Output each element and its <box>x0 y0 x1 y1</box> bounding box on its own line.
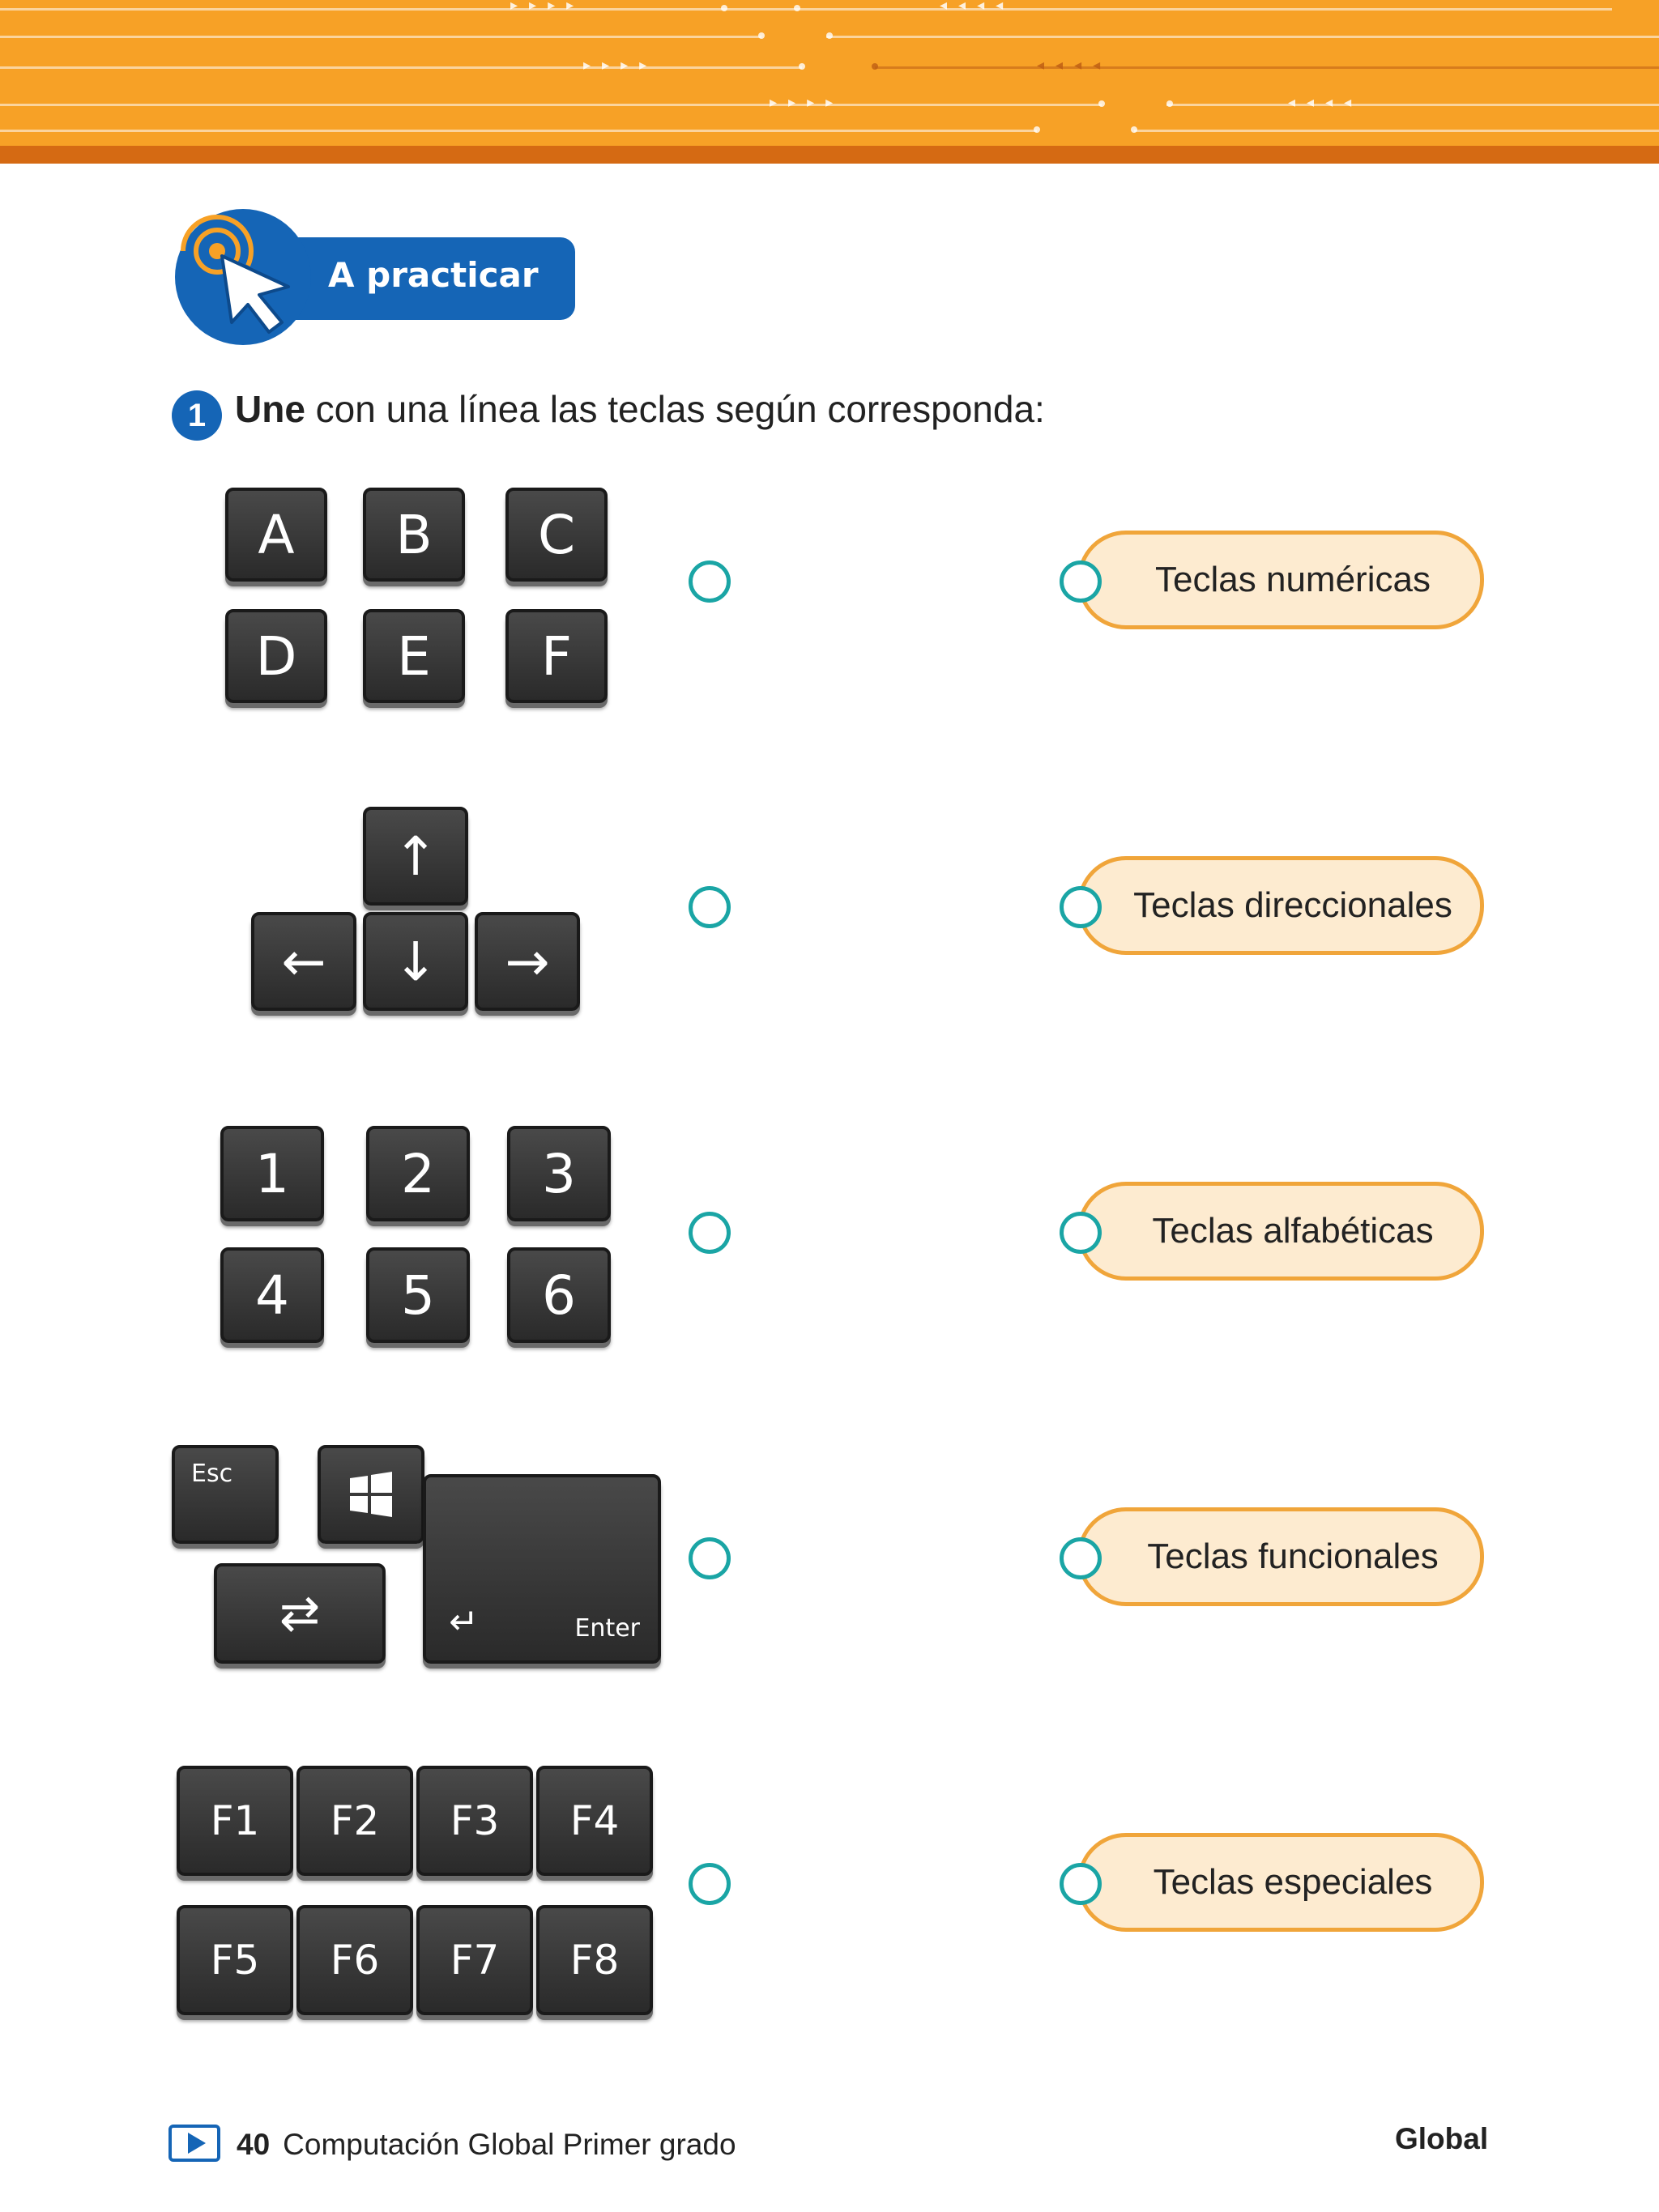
connector-left-4[interactable] <box>689 1537 731 1579</box>
connector-left-3[interactable] <box>689 1212 731 1254</box>
connector-right-2[interactable] <box>1060 886 1102 928</box>
key-c: C <box>505 488 608 582</box>
label-directional: Teclas direccionales <box>1077 856 1484 955</box>
cursor-badge-icon <box>175 209 311 345</box>
enter-arrow-icon: ↵ <box>449 1601 479 1643</box>
label-numeric: Teclas numéricas <box>1077 531 1484 629</box>
key-3: 3 <box>507 1126 611 1221</box>
brand-name: Global <box>1395 2122 1489 2155</box>
instruction-bold: Une <box>235 388 305 430</box>
key-esc: Esc <box>172 1445 279 1544</box>
key-tab: ⇄ <box>214 1563 386 1664</box>
key-arrow-down: ↓ <box>363 912 468 1011</box>
key-f7: F7 <box>416 1905 533 2015</box>
label-alphabetic: Teclas alfabéticas <box>1077 1182 1484 1281</box>
windows-icon <box>348 1472 394 1517</box>
key-f3: F3 <box>416 1766 533 1876</box>
key-arrow-right: → <box>475 912 580 1011</box>
instruction-text: con una línea las teclas según corresponda: <box>305 388 1045 430</box>
section-title: A practicar <box>328 255 539 295</box>
key-f2: F2 <box>296 1766 413 1876</box>
key-windows <box>318 1445 424 1544</box>
key-enter <box>423 1474 661 1664</box>
header-band: ▸▸▸▸ ◂◂◂◂ ▸▸▸▸ ◂◂◂◂ ▸▸▸▸ ◂◂◂◂ <box>0 0 1659 146</box>
key-5: 5 <box>366 1247 470 1343</box>
key-6: 6 <box>507 1247 611 1343</box>
key-a: A <box>225 488 327 582</box>
connector-right-1[interactable] <box>1060 560 1102 603</box>
label-special: Teclas especiales <box>1077 1833 1484 1932</box>
connector-left-2[interactable] <box>689 886 731 928</box>
page-number: 40 <box>237 2128 271 2161</box>
key-1: 1 <box>220 1126 324 1221</box>
key-e: E <box>363 609 465 703</box>
exercise-number: 1 <box>172 390 222 441</box>
key-arrow-left: ← <box>251 912 356 1011</box>
key-f8: F8 <box>536 1905 653 2015</box>
key-4: 4 <box>220 1247 324 1343</box>
key-arrow-up: ↑ <box>363 807 468 906</box>
footer-text <box>237 2128 736 2162</box>
key-f: F <box>505 609 608 703</box>
key-f4: F4 <box>536 1766 653 1876</box>
key-2: 2 <box>366 1126 470 1221</box>
key-f5: F5 <box>177 1905 293 2015</box>
connector-left-5[interactable] <box>689 1863 731 1905</box>
key-f1: F1 <box>177 1766 293 1876</box>
exercise-instruction <box>235 387 1045 431</box>
enter-label: Enter <box>574 1614 640 1643</box>
key-b: B <box>363 488 465 582</box>
label-function: Teclas funcionales <box>1077 1507 1484 1606</box>
connector-right-4[interactable] <box>1060 1537 1102 1579</box>
header-shade <box>0 146 1659 164</box>
key-f6: F6 <box>296 1905 413 2015</box>
connector-left-1[interactable] <box>689 560 731 603</box>
play-icon[interactable] <box>168 2125 220 2162</box>
connector-right-5[interactable] <box>1060 1863 1102 1905</box>
book-title: Computación Global Primer grado <box>283 2128 736 2161</box>
key-d: D <box>225 609 327 703</box>
connector-right-3[interactable] <box>1060 1212 1102 1254</box>
